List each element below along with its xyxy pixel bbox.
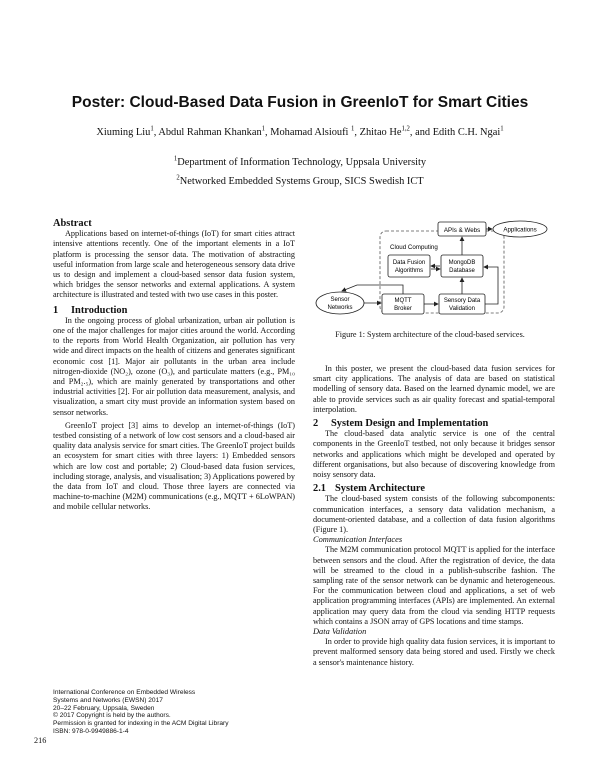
cloud-label: Cloud Computing [390,244,438,251]
applications-label: Applications [503,226,537,234]
right-column [313,364,555,668]
svg-text:MongoDB: MongoDB [448,260,476,266]
section-heading: 1 Introduction [53,304,128,316]
apis-label: APIs & Webs [443,227,481,234]
svg-text:Validation: Validation [449,306,475,312]
abstract-heading: Abstract [53,218,92,229]
paragraph: The cloud-based data analytic service is one of the central components in the GreenIoT testbed, not only because it bridges sensor networks and applications which might be developed and operated by different organisations, but also because of discovering knowledge from noisy sensory data. [313,429,555,480]
svg-text:Broker: Broker [394,306,412,312]
svg-text:Sensory Data: Sensory Data [443,298,481,304]
subsection-heading: 2.1 System Architecture [313,483,425,495]
paragraph: In the ongoing process of global urbanization, urban air pollution is one of the major challenges for major cities around the world. According to the reports from World Health Organization, air pollution has very wide and direct impacts on the health of citizens and generates significant economic cost [1]. Major air pollutants in the urban area include nitrogen-dioxide (NO₂), ozone (O₃), and particulate matters (e.g., PM₁₀ and PM₂.₅), which are mainly generated by transportations and other industrial activities [2]. For air pollution data measurement, analysis, and visualization, a smart city must provide an information system based on sensor networks. [53,315,295,417]
subsubsection-heading: Communication Interfaces [313,535,403,545]
arrow [485,278,498,304]
author: Xiuming Liu [96,127,151,138]
svg-text:Algorithms: Algorithms [394,268,424,274]
paragraph: In order to provide high quality data fusion services, it is important to prevent malformed sensory data being stored and used. Firstly we check a sensor's maintenance history. [313,637,555,667]
svg-text:Data Fusion: Data Fusion [392,260,426,266]
arrow [484,267,498,278]
author: Zhitao He [359,127,402,138]
affiliation: $^1$Department of Information Technology, Uppsala University [173,155,427,168]
abstract-text: Applications based on internet-of-things (IoT) for smart cities attract intensive attentions recently. One of the important elements in a IoT platform is processing the sensor data. The motivation of abstracting useful information from large scale and heterogeneous sensory data drive us to design and implement a cloud-based sensor data fusion system, which bridges the sensor networks and external applications. A system architecture is illustrated and tested with two use cases in this poster. [53,229,295,300]
copyright-footer: International Conference on Embedded Wireless Systems and Networks (EWSN) 2017 20–22 February, Uppsala, Sweden © 2017 Copyright is held by the authors. Permission is granted for indexing in the ACM Digital Library ISBN: 978-0-9949886-1-4 [53,689,229,735]
paragraph: The cloud-based system consists of the following subcomponents: communication interfaces, a sensory data validation mechanism, a document-oriented database, and a collection of data fusion algorithms (Figure 1). [313,494,555,535]
architecture-figure [312,215,552,330]
affiliation: $^2$Networked Embedded Systems Group, SICS Swedish ICT [176,174,424,187]
left-column [53,219,295,513]
arrow [342,285,403,294]
paragraph: In this poster, we present the cloud-based data fusion services for smart city applications. The analysis of data are based on statistical modelling of sensory data. Based on the learned dynamic model, we are able to provide services such as air quality forecast and spatial-temporal interpolation. [313,364,555,414]
author: Abdul Rahman Khankan [158,127,262,138]
author-list: Xiuming Liu$^1$, Abdul Rahman Khankan$^1$, Mohamad Alsioufi $^1$, Zhitao He$^{1,2}$, and Edith C.H. Ngai$^1$ [96,125,504,138]
figure-caption: Figure 1: System architecture of the cloud-based services. [335,330,525,339]
svg-text:Sensor: Sensor [330,297,350,303]
svg-text:Networks: Networks [327,305,353,311]
author: Mohamad Alsioufi [270,127,352,138]
page-number: 216 [34,736,47,745]
svg-text:Database: Database [449,268,475,274]
section-heading: 2 System Design and Implementation [313,418,489,430]
paragraph: GreenIoT project [3] aims to develop an internet-of-things (IoT) testbed consisting of a network of low cost sensors and a cloud-based air quality data analysis service for smart cities. The GreenIoT project builds an ecosystem for smart cities with three layers: 1) Embedded sensors which are low cost and portable; 2) Cloud-based data fusion services, including storage, analysis, and visualisation; 3) Applications powered by the data from IoT and cloud. Those three layers are connected via machine-to-machine (M2M) communications (e.g., MQTT + 6LoWPAN) and mobile cellular networks. [53,420,295,512]
subsubsection-heading: Data Validation [313,627,367,637]
author: and Edith C.H. Ngai [415,127,501,138]
svg-text:MQTT: MQTT [394,298,412,304]
paper-title: Poster: Cloud-Based Data Fusion in GreenIoT for Smart Cities [71,94,529,111]
paragraph: The M2M communication protocol MQTT is applied for the interface between sensors and the cloud. After the registration of device, the data will be streamed to the cloud in a publish-subscribe fashion. The sampling rate of the sensor network can be dynamic and heterogeneous. For the communication between cloud and applications, a set of web application programming interfaces (APIs) are implemented. An external application may query data from the cloud via sending HTTP requests which contains a JSON array of GPS locations and time stamps. [313,545,555,626]
